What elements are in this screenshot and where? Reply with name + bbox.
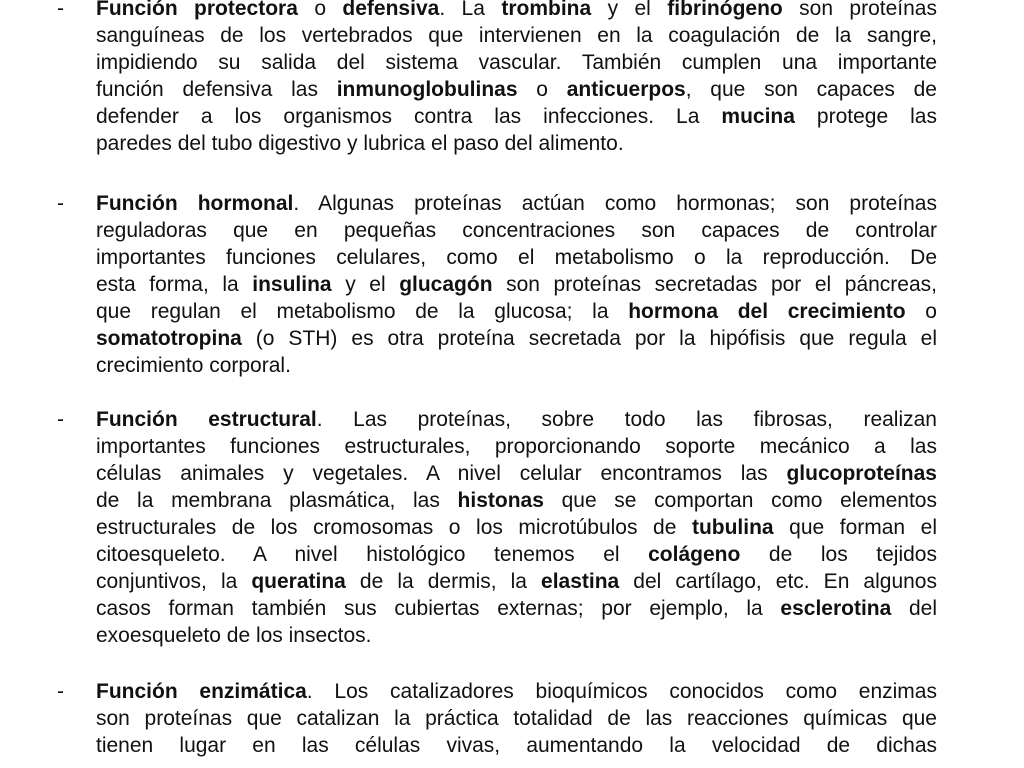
list-bullet: -: [57, 192, 64, 215]
bold-term: fibrinógeno: [667, 0, 783, 20]
paragraph-line: estructurales de los cromosomas o los microtúbulos de tubulina que forman el: [96, 516, 937, 539]
paragraph-line: exoesqueleto de los insectos.: [96, 624, 372, 647]
bold-term: glucoproteínas: [786, 462, 937, 485]
list-bullet: -: [57, 0, 64, 20]
paragraph-line: impidiendo su salida del sistema vascular. También cumplen una importante: [96, 51, 937, 74]
bold-term: anticuerpos: [566, 78, 686, 101]
bold-term: colágeno: [648, 543, 741, 566]
paragraph-line: somatotropina (o STH) es otra proteína secretada por la hipófisis que regula el: [96, 327, 937, 350]
list-item-funcion-estructural: [57, 406, 937, 649]
bold-term: Función hormonal: [96, 192, 294, 215]
paragraph-line: paredes del tubo digestivo y lubrica el paso del alimento.: [96, 132, 624, 155]
paragraph-line: esta forma, la insulina y el glucagón son proteínas secretadas por el páncreas,: [96, 273, 937, 296]
bold-term: mucina: [721, 105, 795, 128]
bold-term: Función enzimática: [96, 680, 307, 703]
bold-term: glucagón: [399, 273, 493, 296]
bold-term: elastina: [541, 570, 620, 593]
bold-term: hormona del crecimiento: [628, 300, 906, 323]
paragraph-line: sanguíneas de los vertebrados que intervienen en la coagulación de la sangre,: [96, 24, 937, 47]
bold-term: Función estructural: [96, 408, 317, 431]
bold-term: insulina: [252, 273, 332, 296]
bold-term: trombina: [501, 0, 592, 20]
paragraph-line: citoesqueleto. A nivel histológico tenemos el colágeno de los tejidos: [96, 543, 937, 566]
paragraph-line: Función protectora o defensiva. La trombina y el fibrinógeno son proteínas: [96, 0, 937, 22]
bold-term: inmunoglobulinas: [336, 78, 518, 101]
list-item-funcion-enzimatica: [57, 678, 937, 759]
paragraph-line: Función enzimática. Los catalizadores bioquímicos conocidos como enzimas: [96, 680, 937, 703]
bold-term: queratina: [251, 570, 346, 593]
bold-term: tubulina: [691, 516, 774, 539]
paragraph-line: crecimiento corporal.: [96, 354, 291, 377]
list-bullet: -: [57, 408, 64, 431]
paragraph-line: importantes funciones celulares, como el metabolismo o la reproducción. De: [96, 246, 937, 269]
paragraph-line: son proteínas que catalizan la práctica totalidad de las reacciones químicas que: [96, 707, 937, 730]
paragraph-line: función defensiva las inmunoglobulinas o anticuerpos, que son capaces de: [96, 78, 937, 101]
bold-term: esclerotina: [780, 597, 892, 620]
list-item-funcion-hormonal: [57, 190, 937, 379]
bold-term: somatotropina: [96, 327, 242, 350]
bold-term: defensiva: [342, 0, 440, 20]
paragraph-line: que regulan el metabolismo de la glucosa; la hormona del crecimiento o: [96, 300, 937, 323]
paragraph-line: conjuntivos, la queratina de la dermis, la elastina del cartílago, etc. En algunos: [96, 570, 937, 593]
bold-term: Función protectora: [96, 0, 298, 20]
paragraph-line: de la membrana plasmática, las histonas que se comportan como elementos: [96, 489, 937, 512]
paragraph-line: importantes funciones estructurales, proporcionando soporte mecánico a las: [96, 435, 937, 458]
list-item-funcion-protectora: [57, 0, 937, 157]
paragraph-line: células animales y vegetales. A nivel celular encontramos las glucoproteínas: [96, 462, 937, 485]
paragraph-line: reguladoras que en pequeñas concentraciones son capaces de controlar: [96, 219, 937, 242]
bold-term: histonas: [457, 489, 544, 512]
paragraph-line: Función hormonal. Algunas proteínas actúan como hormonas; son proteínas: [96, 192, 937, 215]
paragraph-line: defender a los organismos contra las infecciones. La mucina protege las: [96, 105, 937, 128]
list-bullet: -: [57, 680, 64, 703]
paragraph-line: casos forman también sus cubiertas externas; por ejemplo, la esclerotina del: [96, 597, 937, 620]
paragraph-line: tienen lugar en las células vivas, aumentando la velocidad de dichas: [96, 734, 937, 757]
paragraph-line: Función estructural. Las proteínas, sobre todo las fibrosas, realizan: [96, 408, 937, 431]
